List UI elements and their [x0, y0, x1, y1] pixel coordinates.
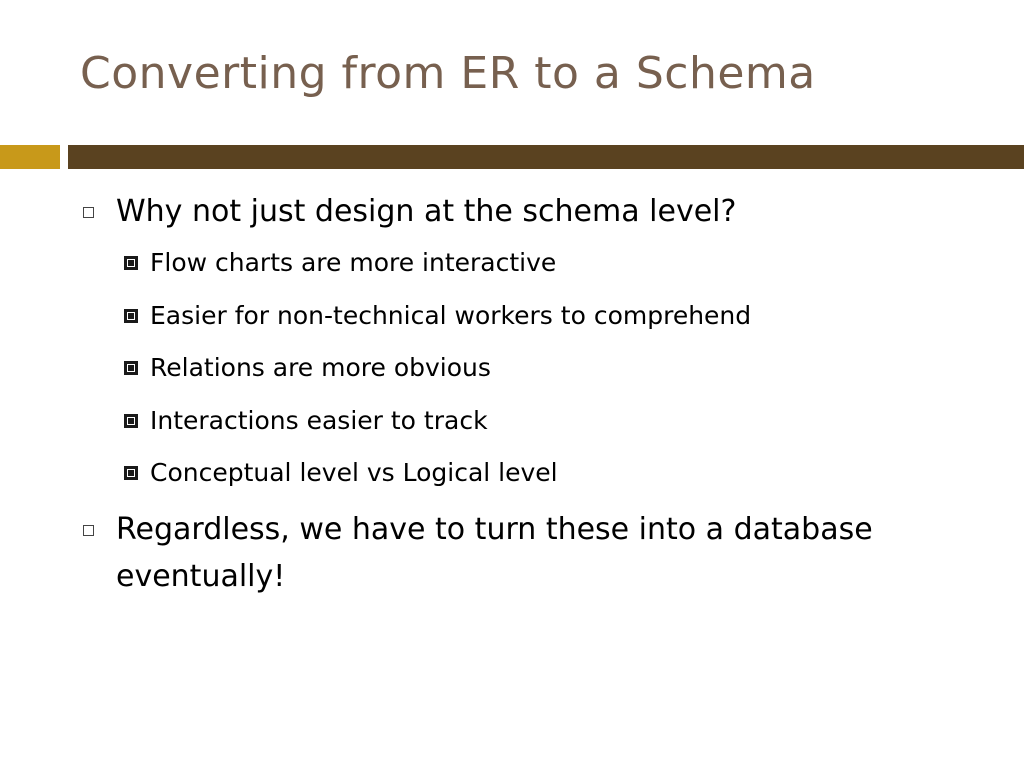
filled-square-bullet-icon — [124, 256, 138, 270]
sub-bullet-text: Relations are more obvious — [150, 353, 491, 382]
hollow-square-bullet-icon — [83, 207, 94, 218]
sub-bullet-item — [80, 237, 980, 290]
accent-bar — [0, 145, 60, 169]
filled-square-bullet-icon — [124, 309, 138, 323]
divider-bar — [68, 145, 1024, 169]
sub-bullet-text: Conceptual level vs Logical level — [150, 458, 558, 487]
sub-bullet-item — [80, 395, 980, 448]
sub-bullet-list — [80, 237, 980, 500]
sub-bullet-text: Interactions easier to track — [150, 405, 488, 435]
slide-title: Converting from ER to a Schema — [80, 48, 816, 99]
bullet-text: Why not just design at the schema level? — [116, 194, 737, 229]
bullet-item — [80, 188, 980, 235]
filled-square-bullet-icon — [124, 361, 138, 375]
sub-bullet-text: Easier for non-technical workers to comprehend — [150, 300, 752, 330]
sub-bullet-item — [80, 447, 980, 500]
bullet-list — [80, 188, 980, 600]
sub-bullet-text: Flow charts are more interactive — [150, 248, 557, 277]
bullet-text: Regardless, we have to turn these into a database eventually! — [116, 511, 873, 594]
bullet-item — [80, 506, 980, 600]
sub-bullet-item — [80, 290, 980, 343]
filled-square-bullet-icon — [124, 414, 138, 428]
sub-bullet-item — [80, 342, 980, 395]
hollow-square-bullet-icon — [83, 525, 94, 536]
filled-square-bullet-icon — [124, 466, 138, 480]
